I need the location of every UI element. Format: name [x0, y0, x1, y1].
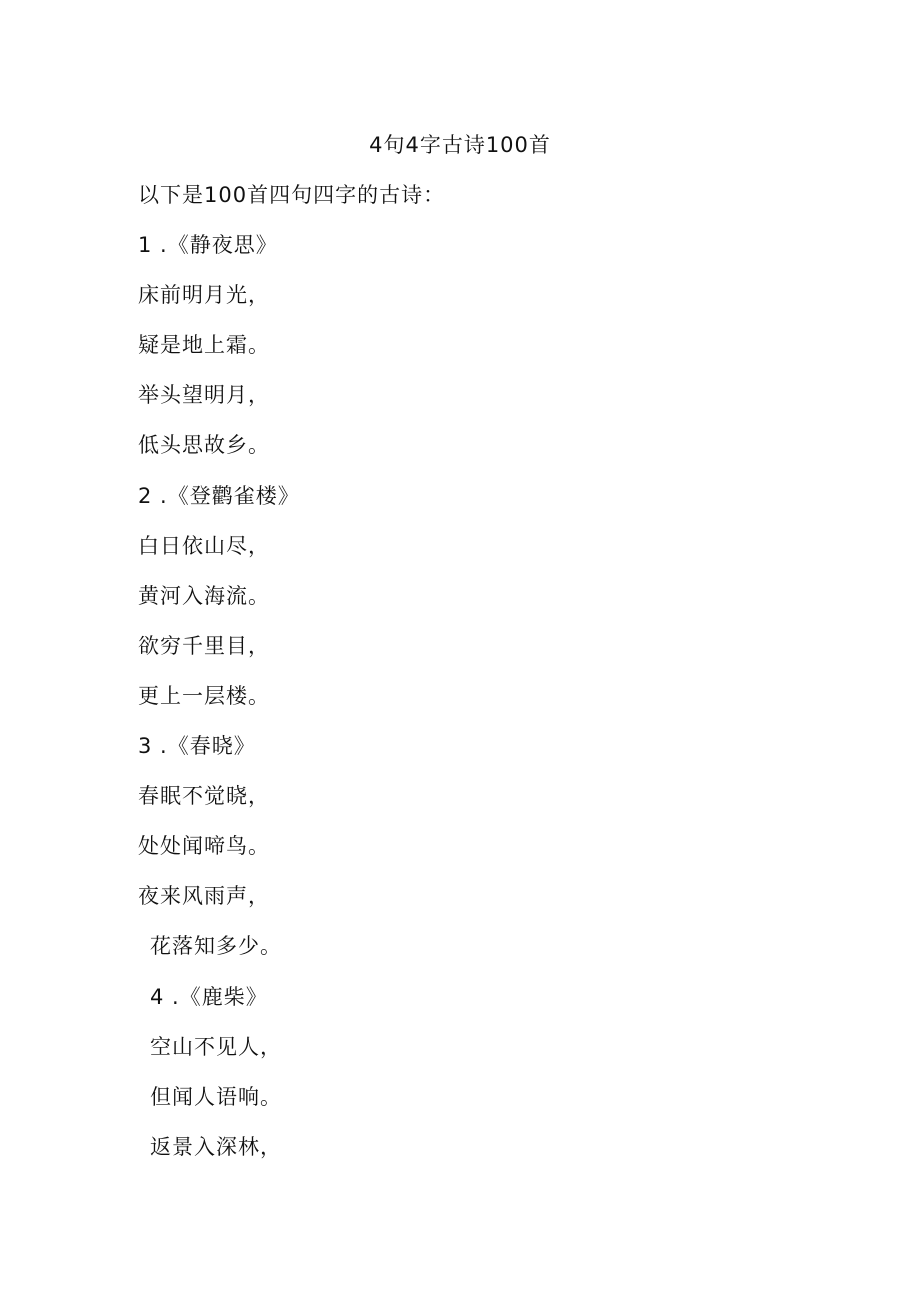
text-line: 低头思故乡。 [138, 433, 270, 458]
text-line: 返景入深林， [150, 1134, 282, 1159]
text-line: 1 .《静夜思》 [138, 233, 278, 258]
text-line: 春眠不觉晓， [138, 784, 270, 809]
text-line: 4 .《鹿柴》 [150, 984, 268, 1009]
text-line: 黄河入海流。 [138, 583, 270, 608]
text-line: 床前明月光， [138, 283, 270, 308]
text-line: 疑是地上霜。 [138, 333, 270, 358]
text-line: 但闻人语响。 [150, 1084, 282, 1109]
text-line: 处处闻啼鸟。 [138, 834, 270, 859]
text-line: 夜来风雨声， [138, 884, 270, 909]
text-line: 欲穷千里目， [138, 633, 270, 658]
text-line: 空山不见人， [150, 1034, 282, 1059]
document-title: 4句4字古诗100首 [369, 133, 551, 157]
text-line: 举头望明月， [138, 383, 270, 408]
poem-text-body [138, 178, 838, 1180]
intro-paragraph: 以下是100首四句四字的古诗： [138, 183, 446, 207]
text-line: 2 .《登鹳雀楼》 [138, 483, 300, 508]
text-line: 花落知多少。 [150, 934, 282, 959]
text-line: 3 .《春晓》 [138, 734, 256, 759]
text-line: 白日依山尽， [138, 533, 270, 558]
text-line: 更上一层楼。 [138, 683, 270, 708]
